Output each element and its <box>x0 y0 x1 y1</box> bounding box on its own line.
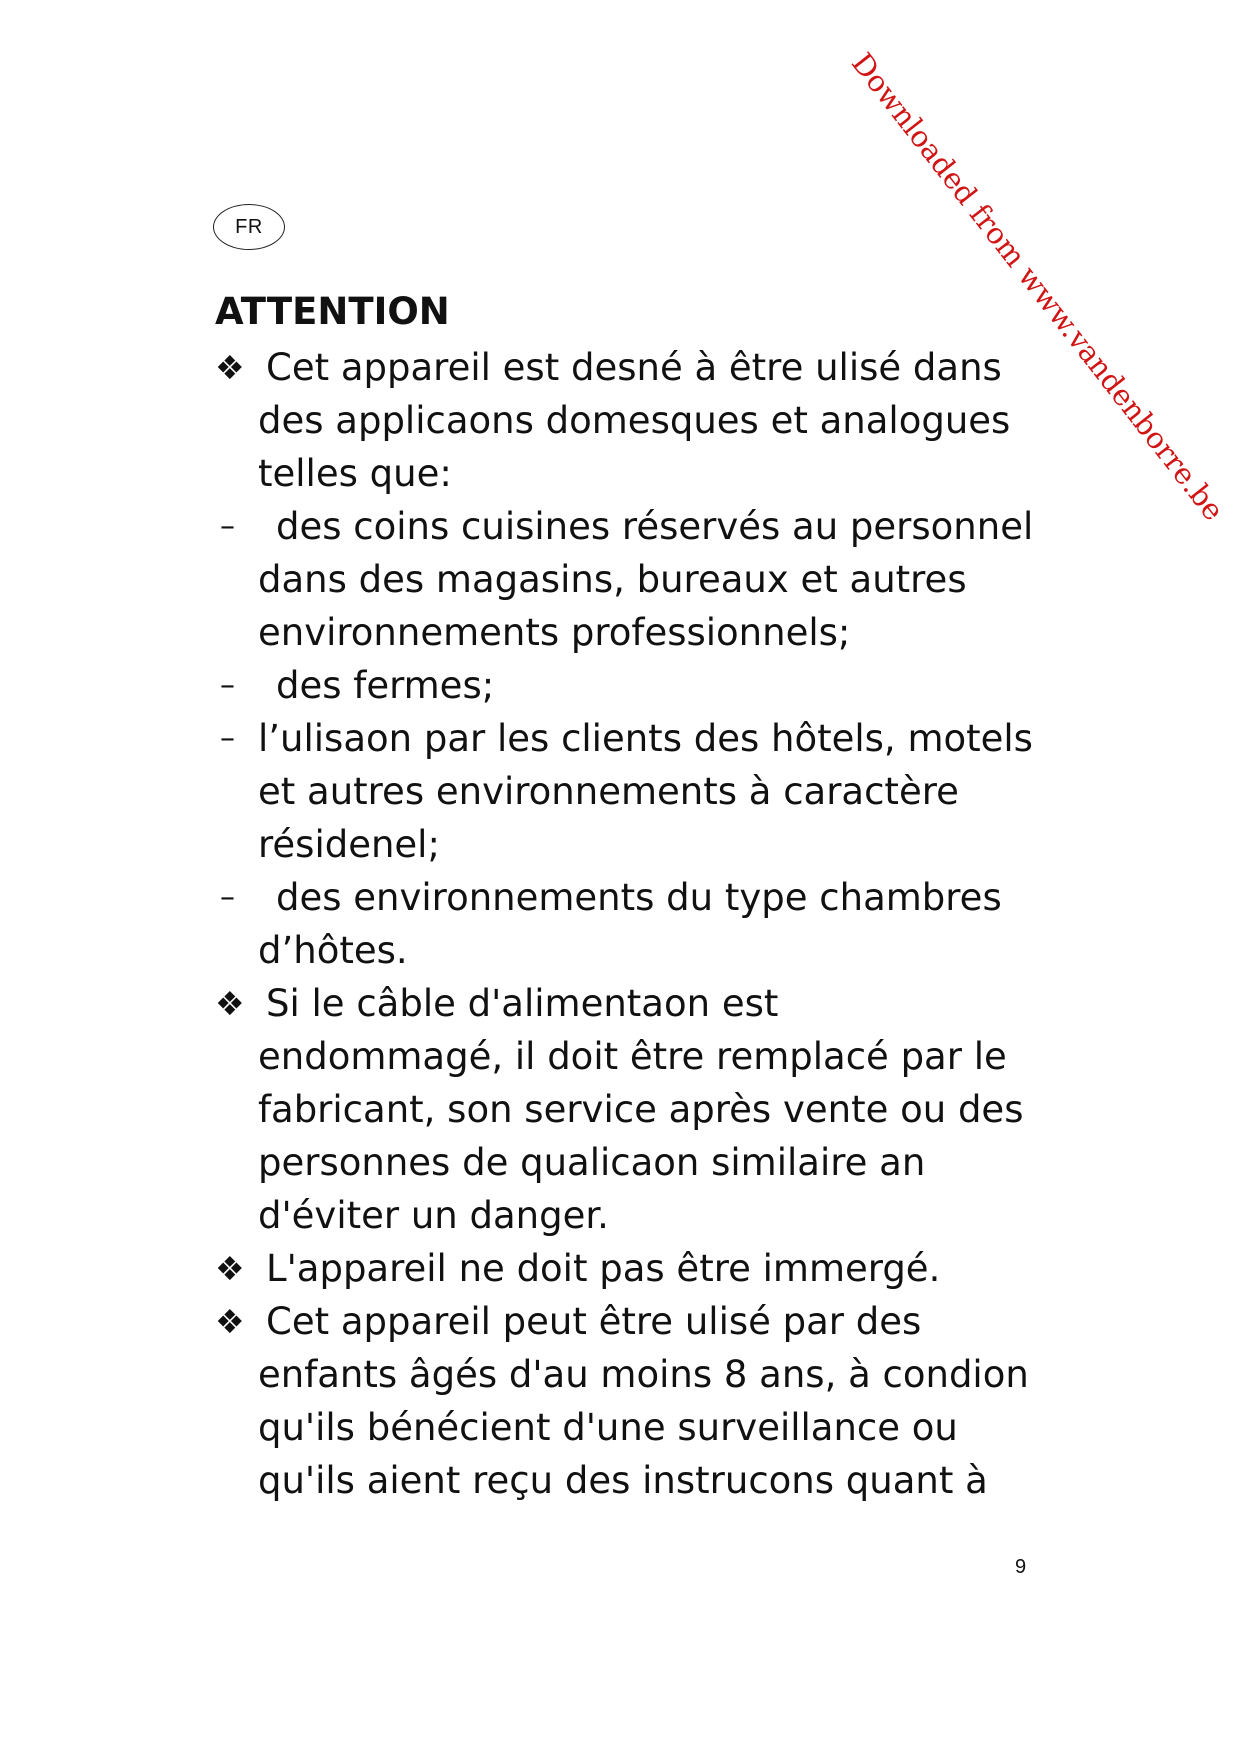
list-item-text: des fermes; <box>276 664 495 707</box>
diamond-bullet-icon: ❖ <box>215 348 245 387</box>
list-item <box>215 1295 1035 1507</box>
list-item-text: Cet appareil est desné à être ulisé dans des applicaons domesques et analogues telles que: <box>258 346 1011 495</box>
diamond-bullet-icon: ❖ <box>215 984 245 1023</box>
dash-bullet-icon: – <box>220 721 235 756</box>
diamond-bullet-icon: ❖ <box>215 1302 245 1341</box>
list-item-text: Si le câble d'alimentaon est endommagé, il doit être remplacé par le fabricant, son service après vente ou des personnes de qualicaon similaire an d'éviter un danger. <box>258 982 1024 1237</box>
list-item-text: des environnements du type chambres d’hôtes. <box>258 876 1002 972</box>
list-item <box>215 659 1035 712</box>
dash-bullet-icon: – <box>220 880 235 915</box>
list-item <box>215 500 1035 659</box>
list-item <box>215 977 1035 1242</box>
list-item-text: L'appareil ne doit pas être immergé. <box>266 1247 941 1290</box>
list-item-text: Cet appareil peut être ulisé par des enfants âgés d'au moins 8 ans, à condion qu'ils bénécient d'une surveillance ou qu'ils aient reçu des instrucons quant à <box>258 1300 1029 1502</box>
list-item <box>215 1242 1035 1295</box>
list-item-text: des coins cuisines réservés au personnel dans des magasins, bureaux et autres environnements professionnels; <box>258 505 1034 654</box>
list-item <box>215 871 1035 977</box>
diamond-bullet-icon: ❖ <box>215 1249 245 1288</box>
list-item <box>215 341 1035 500</box>
list-item-text: l’ulisaon par les clients des hôtels, motels et autres environnements à caractère résidenel; <box>258 717 1033 866</box>
dash-bullet-icon: – <box>220 668 235 703</box>
list-item <box>215 712 1035 871</box>
document-body <box>215 292 1035 1507</box>
language-badge: FR <box>213 204 285 250</box>
section-heading: ATTENTION <box>215 290 450 333</box>
watermark: Downloaded from www.vandenborre.be <box>844 46 1231 527</box>
page-number: 9 <box>1015 1556 1027 1578</box>
dash-bullet-icon: – <box>220 509 235 544</box>
